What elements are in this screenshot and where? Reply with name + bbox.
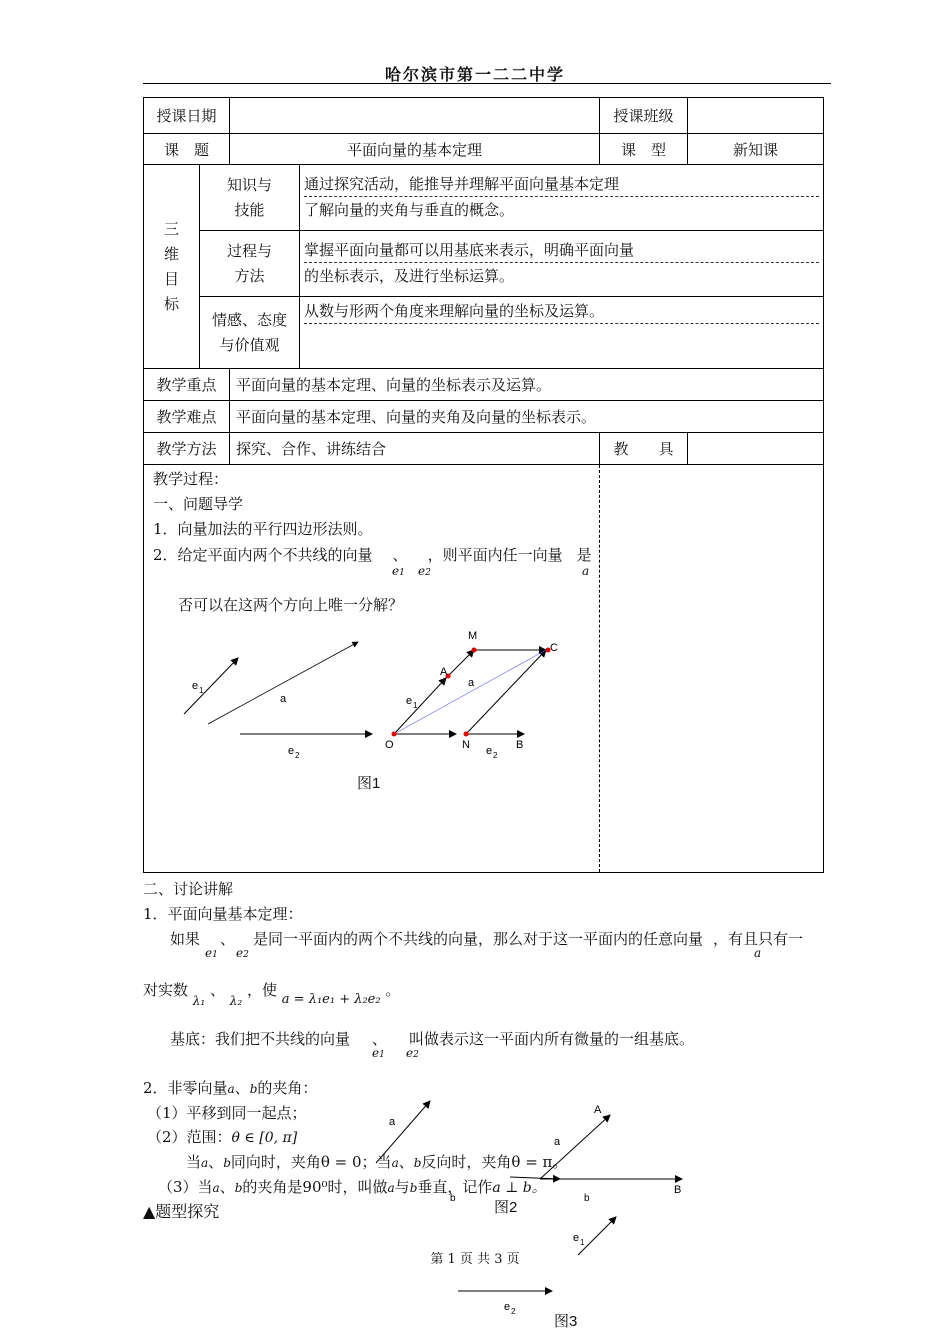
- fig1-OC-diagonal: [394, 650, 546, 734]
- fig1-label-O: O: [385, 739, 394, 751]
- svg-text:2: 2: [511, 1307, 516, 1316]
- process-title: 教学过程：: [153, 470, 229, 488]
- fig1-label-N: N: [462, 739, 470, 751]
- date-value[interactable]: [230, 98, 600, 134]
- svg-text:1: 1: [413, 701, 418, 710]
- method-label: 教学方法: [144, 433, 230, 465]
- angle-heading: 2．非零向量a、b的夹角：: [143, 1079, 318, 1097]
- q2-e2: e2: [418, 564, 431, 578]
- theorem-heading: 1．平面向量基本定理：: [143, 905, 303, 923]
- thm-a: a: [754, 946, 762, 960]
- fig2-label-b: b: [450, 1193, 456, 1204]
- fig1-label-a: a: [280, 693, 287, 705]
- sanwei-label: 三 维 目 标: [163, 219, 179, 313]
- basis-e1: e1: [372, 1046, 385, 1060]
- fig1-label-C: C: [550, 642, 558, 654]
- fig2-label-B: B: [674, 1184, 682, 1196]
- fig2-a-vector: [376, 1101, 430, 1163]
- svg-text:1: 1: [199, 686, 204, 695]
- fig3-label-e2: e: [504, 1301, 511, 1313]
- fig1-label-e1b: e: [406, 695, 413, 707]
- goal-content-3: 从数与形两个角度来理解向量的坐标及运算。: [300, 297, 824, 369]
- svg-text:1: 1: [580, 1238, 585, 1247]
- class-value[interactable]: [688, 98, 824, 134]
- fig3-label-e1: e: [573, 1232, 580, 1244]
- fig1-label-e1: e: [192, 680, 199, 692]
- basis-definition: 基底：我们把不共线的向量 、 叫做表示这一平面内所有微量的一组基底。: [170, 1030, 695, 1048]
- goal-label-1: 知识与 技能: [200, 165, 300, 231]
- fig2-label-b2: b: [584, 1193, 590, 1204]
- section-2-heading: 二、讨论讲解: [143, 880, 234, 898]
- theorem-equation: a = λ₁e₁ + λ₂e₂: [281, 992, 381, 1007]
- theorem-line-1: 如果 、 是同一平面内的两个不共线的向量，那么对于这一平面内的任意向量 ，有且只有一: [170, 930, 804, 948]
- figure-2-caption: 图2: [494, 1199, 518, 1216]
- theorem-line-2: 对实数 $_{\lambda_1}$ 、 $_{\lambda_2}$ ，使 a = λ₁e₁ + λ₂e₂ 。: [143, 981, 401, 1008]
- key-value: 平面向量的基本定理、向量的坐标表示及运算。: [230, 369, 824, 401]
- type-label: 课 型: [600, 134, 688, 165]
- header-rule: [143, 83, 831, 84]
- question-2: 2．给定平面内两个不共线的向量 、 ，则平面内任一向量 是: [153, 546, 592, 564]
- fig1-label-a2: a: [468, 677, 475, 689]
- sanwei-cell: [144, 165, 200, 369]
- figure-3-caption: 图3: [554, 1313, 578, 1330]
- fig1-AM: [446, 650, 474, 678]
- goal-content-1: 通过探究活动，能推导并理解平面向量基本定理 了解向量的夹角与垂直的概念。: [300, 165, 824, 231]
- angle-step-3: （3）当a、b的夹角是90⁰时，叫做a与b垂直，记作a ⊥ b。: [158, 1178, 546, 1196]
- angle-cases: 当a、b同向时，夹角θ = 0；当a、b反向时，夹角θ = π。: [186, 1153, 568, 1171]
- question-types-heading: ▲题型探究: [143, 1202, 220, 1221]
- svg-text:2: 2: [493, 751, 498, 760]
- fig1-OA: [394, 678, 446, 734]
- fig2-label-a: a: [389, 1116, 396, 1128]
- figure-1-caption: 图1: [357, 775, 381, 792]
- svg-text:2: 2: [295, 751, 300, 760]
- section-1-heading: 一、问题导学: [153, 495, 244, 513]
- key-label: 教学重点: [144, 369, 230, 401]
- type-value: 新知课: [688, 134, 824, 165]
- method-value: 探究、合作、讲练结合: [230, 433, 600, 465]
- fig2-label-A: A: [594, 1104, 602, 1116]
- fig1-label-A: A: [440, 666, 448, 678]
- fig2-OA-ray: [540, 1115, 610, 1179]
- point-M: [472, 648, 477, 653]
- topic-value: 平面向量的基本定理: [230, 134, 600, 165]
- question-1: 1．向量加法的平行四边形法则。: [153, 520, 373, 538]
- angle-step-2: （2）范围：θ ∈ [0, π]: [147, 1128, 298, 1146]
- point-N: [464, 732, 469, 737]
- basis-e2: e2: [406, 1046, 419, 1060]
- fig1-label-e2: e: [288, 745, 295, 757]
- page-footer: 第 1 页 共 3 页: [430, 1252, 520, 1267]
- thm-e1: e1: [205, 946, 218, 960]
- diff-label: 教学难点: [144, 401, 230, 433]
- topic-label: 课 题: [144, 134, 230, 165]
- tools-label: 教 具: [600, 433, 688, 465]
- goal-label-3: 情感、态度 与价值观: [200, 297, 300, 369]
- diff-value: 平面向量的基本定理、向量的夹角及向量的坐标表示。: [230, 401, 824, 433]
- fig2-b-vector: [510, 1177, 560, 1179]
- tools-value[interactable]: [688, 433, 824, 465]
- school-header: 哈尔滨市第一二二中学: [384, 65, 565, 84]
- goal-label-2: 过程与 方法: [200, 231, 300, 297]
- class-label: 授课班级: [600, 98, 688, 134]
- thm-e2: e2: [236, 946, 249, 960]
- fig1-a-vector: [208, 642, 358, 724]
- fig1-NC: [466, 650, 546, 734]
- fig1-label-M: M: [468, 630, 478, 642]
- figures-2-3: [370, 1095, 700, 1330]
- question-2-cont: 否可以在这两个方向上唯一分解？: [178, 596, 404, 614]
- process-notes-cell: [600, 465, 824, 873]
- fig1-label-B: B: [516, 739, 524, 751]
- goal-content-2: 掌握平面向量都可以用基底来表示，明确平面向量 的坐标表示，及进行坐标运算。: [300, 231, 824, 297]
- point-O: [392, 732, 397, 737]
- angle-step-1: （1）平移到同一起点；: [147, 1104, 307, 1122]
- date-label: 授课日期: [144, 98, 230, 134]
- q2-e1: e1: [392, 564, 405, 578]
- fig1-label-e2b: e: [486, 745, 493, 757]
- q2-a: a: [582, 564, 590, 578]
- fig2-label-a2: a: [554, 1136, 561, 1148]
